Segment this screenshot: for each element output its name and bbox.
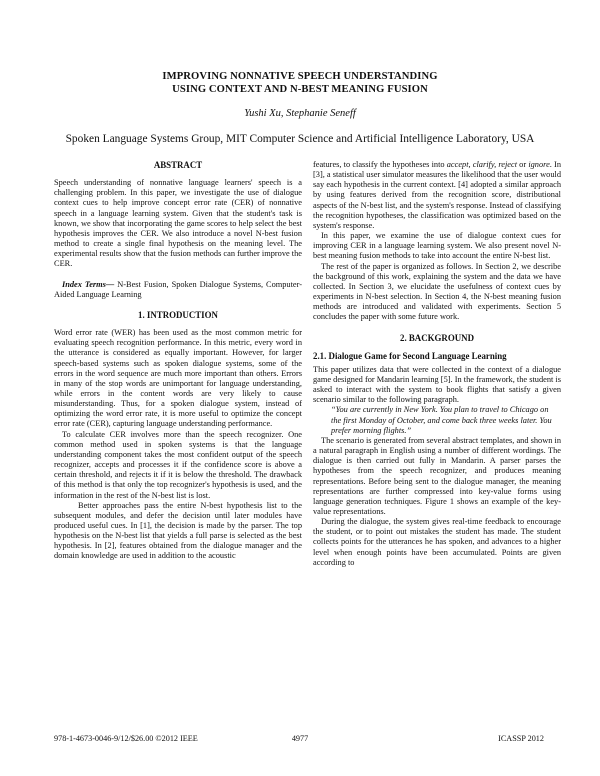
index-terms-text: N-Best Fusion, Spoken Dialogue Systems, Computer-Aided Language Learning bbox=[54, 279, 302, 299]
scenario-quote: “You are currently in New York. You plan to travel to Chicago on the first Monday of October, and come back three weeks later. You prefer morning flights.” bbox=[331, 405, 552, 435]
abstract-text: Speech understanding of nonnative language learners' speech is a challenging problem. In this paper, we investigate the use of dialogue context cues to help improve concept error rate (CER) of nonnative speech in a language learning system. Given that the student's task is known, we show that incorporating the game scores to help select the best hypothesis improves the CER. We also introduce a novel N-best fusion method to create a single final hypothesis on the meaning level. The experimental results show that the fusion methods can further improve the CER. bbox=[54, 178, 302, 269]
right-p1-em-d: ignore bbox=[528, 160, 550, 169]
right-column bbox=[313, 160, 561, 568]
intro-paragraph-2: To calculate CER involves more than the speech recognizer. One common method used in spoken systems is that the language understanding component takes the most confident output of the speech recognizer, accepts and processes it if the confidence score is above a certain threshold, and rejects it if it is below the threshold. The drawback of this method is that only the top recognizer's hypothesis is used, and the information in the rest of the N-best list is lost. bbox=[54, 429, 302, 500]
affiliation: Spoken Language Systems Group, MIT Computer Science and Artificial Intelligence Laboratory, USA bbox=[65, 133, 535, 145]
index-terms bbox=[54, 280, 302, 300]
right-p1-text-c: or bbox=[517, 160, 529, 169]
title-line-2: USING CONTEXT AND N-BEST MEANING FUSION bbox=[172, 84, 428, 95]
paper-title bbox=[0, 70, 600, 96]
background-paragraph-1: This paper utilizes data that were collected in the context of a dialogue game designed for Mandarin learning [5]. In the framework, the student is asked to interact with the system to book flights that satisfy a given scenario similar to the following paragraph. bbox=[313, 364, 561, 405]
right-p1-text-a: features, to classify the hypotheses into bbox=[313, 160, 447, 169]
background-paragraph-2: The scenario is generated from several abstract templates, and shown in a natural paragraph in English using a number of different wordings. The dialogue is then carried out fully in Mandarin. A parser parses the hypotheses from the speech recognizer, and produces meaning representations. Before being sent to the dialogue manager, the meaning representations are further compressed into key-value forms using language generation techniques. Figure 1 shows an example of the key-value representations. bbox=[313, 435, 561, 516]
background-subheading: 2.1. Dialogue Game for Second Language Learning bbox=[313, 350, 507, 361]
footer-conference: ICASSP 2012 bbox=[498, 734, 544, 743]
background-paragraph-3: During the dialogue, the system gives real-time feedback to encourage the student, or to point out mistakes the student has made. The student collects points for the utterances he has spoken, and advances to a higher level when enough points have been accumulated. Points are given according to bbox=[313, 517, 561, 567]
footer-page-number: 4977 bbox=[291, 734, 309, 743]
title-line-1: IMPROVING NONNATIVE SPEECH UNDERSTANDING bbox=[162, 71, 438, 82]
right-p1-em-b: accept, clarify, reject bbox=[446, 160, 518, 169]
intro-heading: 1. INTRODUCTION bbox=[138, 309, 218, 320]
footer-isbn: 978-1-4673-0046-9/12/$26.00 ©2012 IEEE bbox=[54, 734, 198, 743]
right-paragraph-3: The rest of the paper is organized as follows. In Section 2, we describe the background of this work, explaining the system and the data we have collected. In Section 3, we elucidate the usefulness of context cues by experiments in N-best selection. In Section 4, the N-best meaning fusion methods are introduced and validated with experiments. Section 5 concludes the paper with some future work. bbox=[313, 261, 561, 322]
background-heading: 2. BACKGROUND bbox=[400, 332, 474, 343]
abstract-heading: ABSTRACT bbox=[153, 160, 203, 170]
index-terms-label: Index Terms— bbox=[62, 279, 115, 289]
right-paragraph-1 bbox=[313, 160, 561, 231]
left-column bbox=[54, 160, 302, 562]
authors: Yushi Xu, Stephanie Seneff bbox=[244, 108, 356, 119]
intro-paragraph-1: Word error rate (WER) has been used as the most common metric for evaluating speech recognition performance. In this metric, every word in the utterance is considered as equally important. However, for larger speech-based systems such as spoken dialogue systems, some of the errors in the word sequence are much more important than others. Errors in many of the stop words are unimportant for language understanding, while errors in the content words are very likely to cause misunderstanding. Thus, for a spoken dialogue system, instead of optimizing the word error rate, it is more useful to optimize the concept error rate (CER), capturing language understanding performance. bbox=[54, 328, 302, 429]
right-p1-text-e: . In [3], a statistical user simulator measures the likelihood that the user would say each hypothesis in the current context. [4] adopted a similar approach by using features derived from the recognition score, distributional aspects of the N-best list, and the system's response. Instead of classifying the recognition hypotheses, the classification was optimized based on the system's response. bbox=[313, 160, 562, 230]
right-paragraph-2: In this paper, we examine the use of dialogue context cues for improving CER in a language learning system. We also present novel N-best meaning fusion methods to take into account the entire N-best list. bbox=[313, 231, 561, 261]
intro-paragraph-3: Better approaches pass the entire N-best hypothesis list to the subsequent modules, and defer the decision until later modules have produced useful cues. In [1], the decision is made by the parser. The top hypothesis on the N-best list that yields a full parse is selected as the best hypothesis. In [2], features obtained from the dialogue manager and the domain knowledge are used in addition to the acoustic bbox=[54, 500, 302, 561]
